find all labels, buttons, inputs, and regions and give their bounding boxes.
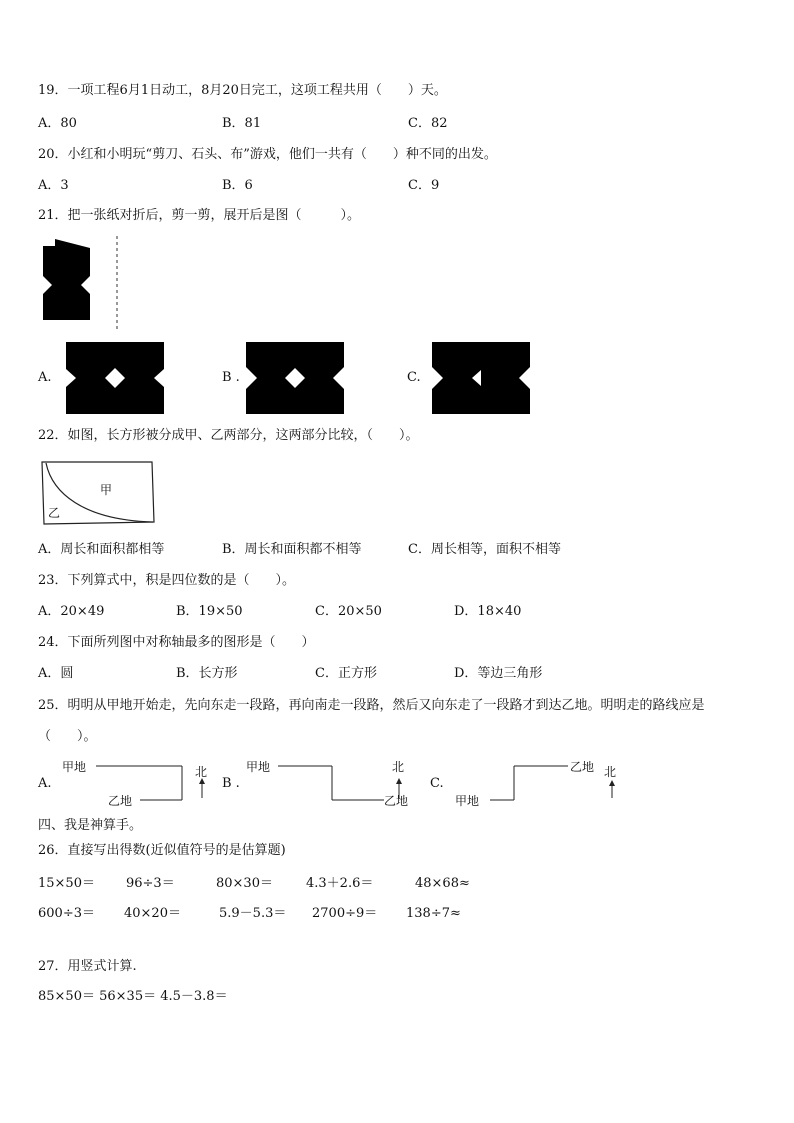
q21-option-a-figure [66, 342, 164, 414]
q26-r2-c5: 138÷7≈ [406, 906, 461, 921]
q27-row: 85×50＝ 56×35＝ 4.5－3.8＝ [38, 989, 228, 1004]
q26-r1-c5: 48×68≈ [415, 876, 470, 891]
q19-option-c: C．82 [408, 116, 448, 131]
route-a-north-label: 北 [195, 765, 208, 779]
q24-option-b: B．长方形 [176, 666, 238, 681]
q20-option-c: C．9 [408, 178, 440, 193]
q26-r1-c1: 15×50＝ [38, 876, 95, 891]
q22-option-a: A．周长和面积都相等 [38, 542, 165, 557]
q21-option-b-figure [246, 342, 344, 414]
route-a-end-label: 乙地 [108, 794, 133, 808]
q24-text: 24．下面所列图中对称轴最多的图形是（ ） [38, 635, 315, 650]
q19-option-b: B．81 [222, 116, 262, 131]
q26-text: 26．直接写出得数(近似值符号的是估算题) [38, 843, 286, 858]
q21-option-a-label: A. [38, 370, 52, 385]
q25-option-b-label: B . [222, 776, 240, 791]
q21-option-c-label: C. [407, 370, 421, 385]
q19-text: 19．一项工程6月1日动工，8月20日完工，这项工程共用（ ）天。 [38, 83, 447, 98]
q26-r2-c1: 600÷3＝ [38, 906, 95, 921]
q23-option-d: D．18×40 [454, 604, 522, 619]
q26-r2-c2: 40×20＝ [124, 906, 181, 921]
q22-option-b: B．周长和面积都不相等 [222, 542, 362, 557]
q27-text: 27．用竖式计算. [38, 959, 137, 974]
folded-paper-figure [40, 236, 130, 336]
q21-option-b-label: B . [222, 370, 240, 385]
q26-r2-c4: 2700÷9＝ [312, 906, 378, 921]
q26-r1-c3: 80×30＝ [216, 876, 273, 891]
q24-option-c: C．正方形 [315, 666, 377, 681]
q23-text: 23．下列算式中，积是四位数的是（ ）。 [38, 573, 296, 588]
section-4-title: 四、我是神算手。 [38, 818, 143, 833]
q24-option-d: D．等边三角形 [454, 666, 543, 681]
q26-r1-c4: 4.3＋2.6＝ [306, 876, 374, 891]
route-b-end-label: 乙地 [384, 794, 409, 808]
route-c-end-label: 乙地 [570, 760, 595, 774]
q26-r1-c2: 96÷3＝ [126, 876, 175, 891]
q26-r2-c3: 5.9－5.3＝ [219, 906, 287, 921]
region-jia-label: 甲 [100, 483, 113, 497]
q22-option-c: C．周长相等，面积不相等 [408, 542, 561, 557]
region-yi-label: 乙 [48, 506, 61, 520]
q25-option-c-label: C. [430, 776, 444, 791]
route-c-north-label: 北 [604, 765, 617, 779]
q23-option-b: B．19×50 [176, 604, 243, 619]
q25-text: 25．明明从甲地开始走，先向东走一段路，再向南走一段路，然后又向东走了一段路才到达乙地。明明走的路线应是 [38, 698, 705, 713]
q21-option-c-figure [432, 342, 530, 414]
route-a-start-label: 甲地 [62, 760, 87, 774]
route-c-start-label: 甲地 [455, 794, 480, 808]
q19-option-a: A．80 [38, 116, 77, 131]
q20-option-b: B．6 [222, 178, 253, 193]
q22-text: 22．如图，长方形被分成甲、乙两部分，这两部分比较，（ ）。 [38, 428, 419, 443]
q25-text-cont: （ ）。 [38, 729, 97, 744]
q23-option-a: A．20×49 [38, 604, 105, 619]
q25-option-a-label: A. [38, 776, 52, 791]
route-b-north-label: 北 [392, 760, 405, 774]
q23-option-c: C．20×50 [315, 604, 382, 619]
q20-text: 20．小红和小明玩“剪刀、石头、布”游戏，他们一共有（ ）种不同的出发。 [38, 147, 497, 162]
q20-option-a: A．3 [38, 178, 69, 193]
route-b-start-label: 甲地 [246, 760, 271, 774]
q21-text: 21．把一张纸对折后，剪一剪，展开后是图（ ）。 [38, 208, 361, 223]
q24-option-a: A．圆 [38, 666, 74, 681]
